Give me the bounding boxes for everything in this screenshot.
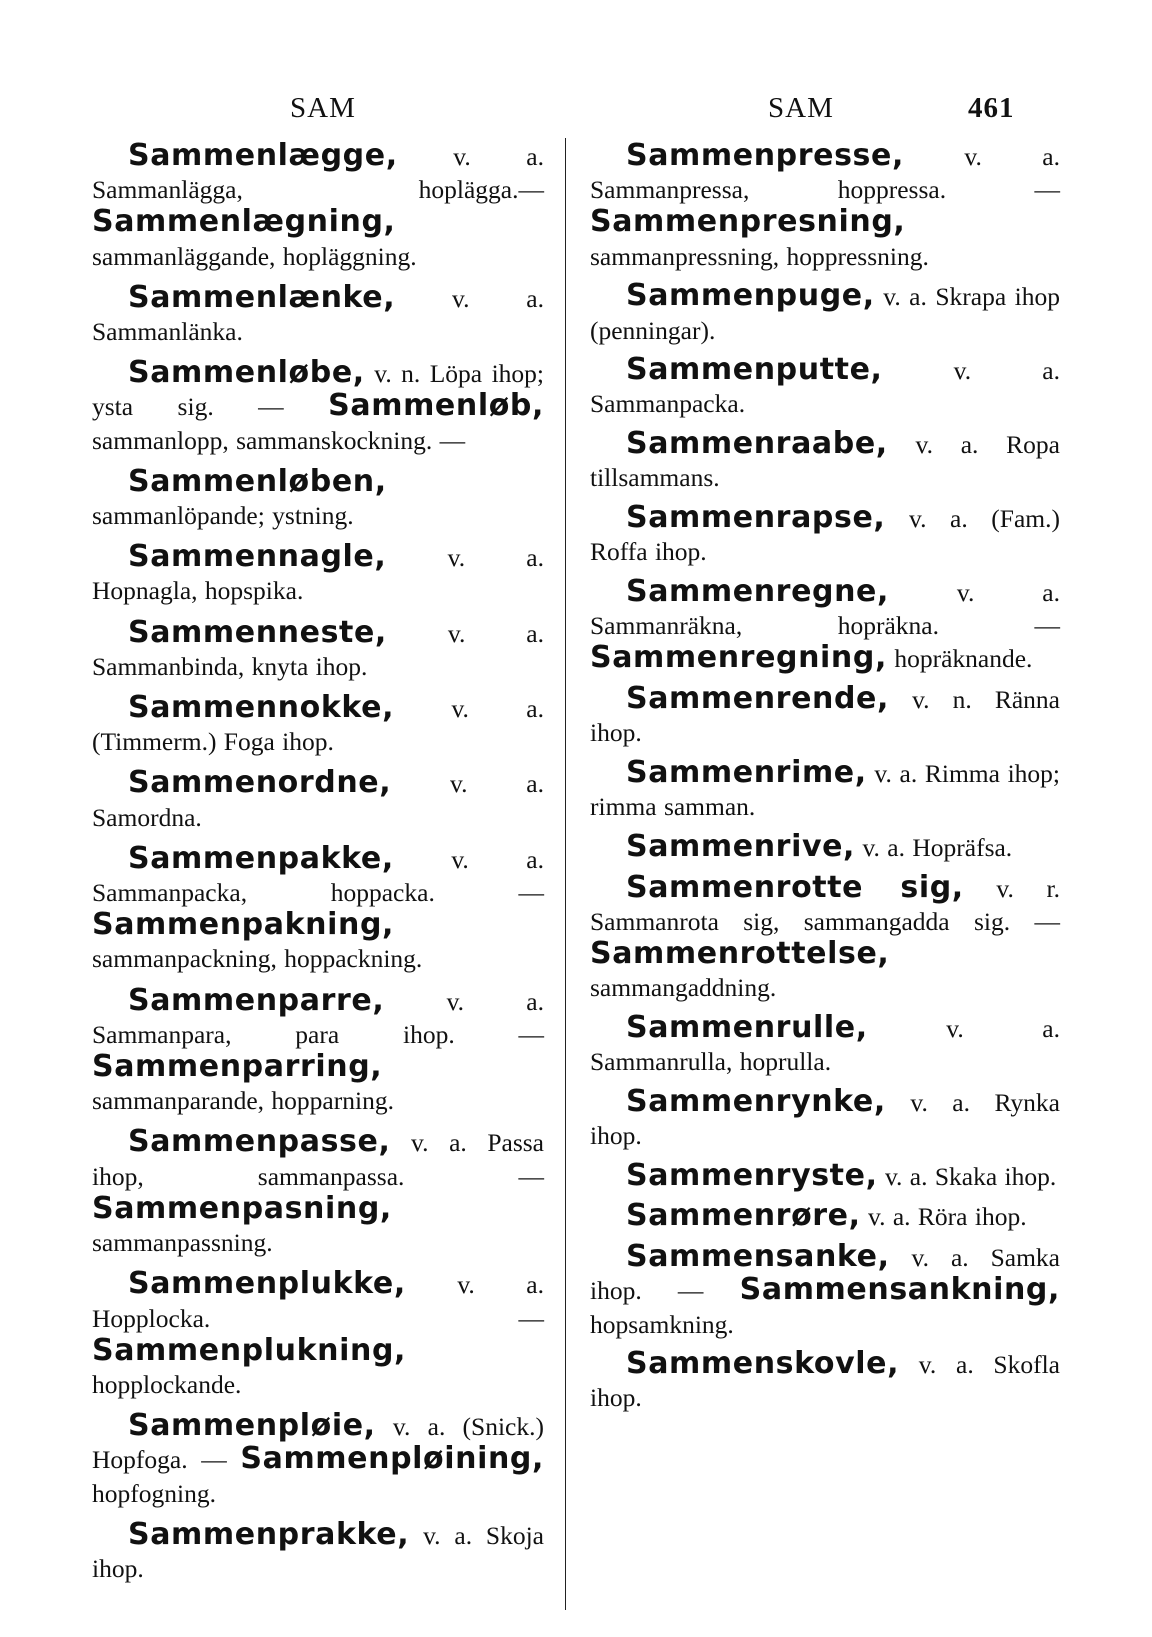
dictionary-entry (590, 1348, 1060, 1414)
dictionary-entry (590, 428, 1060, 494)
dictionary-entry (590, 869, 1060, 1005)
definition: v. a. Samordna. (92, 769, 544, 832)
running-head-center: SAM (768, 92, 834, 124)
dictionary-entry (92, 140, 544, 273)
sub-headword: Sammenlægning, (92, 204, 396, 240)
dictionary-entry (590, 140, 1060, 273)
dictionary-entry (92, 982, 544, 1118)
definition: v. a. Sammanrulla, hoprulla. (590, 1013, 1060, 1077)
page-number: 461 (968, 92, 1015, 124)
dictionary-entry (590, 502, 1060, 568)
dictionary-entry (92, 541, 544, 607)
definition: v. n. Ränna ihop. (590, 685, 1060, 748)
sub-headword: Sammensankning, (739, 1272, 1060, 1308)
dictionary-entry (590, 754, 1060, 823)
definition: v. a. Röra ihop. (860, 1202, 1027, 1232)
definition: v. a. Passa ihop, sammanpassa. — (92, 1128, 544, 1191)
definition: v. a. (Fam.) Roffa ihop. (590, 504, 1060, 567)
sub-headword: Sammenløb, (328, 388, 544, 424)
headword: Sammenpuge, (626, 278, 875, 314)
headword: Sammenputte, (626, 352, 883, 388)
sub-definition: sammangaddning. (590, 973, 777, 1003)
headword: Sammenrøre, (626, 1198, 861, 1234)
headword: Sammenpresse, (626, 138, 904, 173)
sub-headword: Sammenparring, (92, 1049, 383, 1085)
definition: v. r. Sammanrota sig, sammangadda sig. — (590, 873, 1060, 936)
sub-headword: Sammenpresning, (590, 204, 906, 240)
sub-headword: Sammenpløining, (240, 1441, 544, 1477)
headword: Sammenrynke, (626, 1083, 886, 1119)
headword: Sammenprakke, (128, 1516, 410, 1552)
dictionary-entry (92, 1516, 544, 1585)
dictionary-entry (590, 573, 1060, 676)
headword: Sammenpasse, (128, 1124, 391, 1160)
dictionary-entry (590, 354, 1060, 420)
definition: v. a. Skoja ihop. (92, 1520, 544, 1583)
right-column (590, 140, 1060, 1422)
dictionary-entry (92, 1410, 544, 1510)
headword: Sammenryste, (626, 1157, 878, 1193)
running-head-left: SAM (290, 92, 356, 124)
sub-definition: sammanparande, hopparning. (92, 1086, 394, 1116)
dictionary-entry (92, 357, 544, 457)
sub-definition: hopräknande. (886, 644, 1033, 674)
headword: Sammenraabe, (626, 426, 888, 462)
dictionary-entry (590, 1241, 1060, 1341)
headword: Sammenrende, (626, 681, 889, 717)
headword: Sammenrime, (626, 754, 867, 790)
definition: v. n. Löpa ihop; ysta sig. — (92, 359, 544, 422)
definition: v. a. Sammanbinda, knyta ihop. (92, 618, 544, 681)
sub-headword: Sammenregning, (590, 640, 887, 676)
sub-definition: sammanpackning, hoppackning. (92, 944, 423, 974)
sub-definition: hopsamkning. (590, 1309, 734, 1339)
definition: v. a. Hopnagla, hopspika. (92, 543, 544, 606)
definition: v. a. Skaka ihop. (877, 1161, 1057, 1191)
definition: v. a. Sammanräkna, hopräkna. — (590, 577, 1060, 641)
headword: Sammenpløie, (128, 1408, 376, 1444)
dictionary-entry (92, 463, 544, 532)
definition: v. a. Sammanlänka. (92, 283, 544, 347)
headword: Sammenløbe, (128, 355, 365, 391)
sub-headword: Sammenplukning, (92, 1332, 407, 1368)
definition: v. a. Sammanpara, para ihop. — (92, 986, 544, 1049)
sub-definition: sammanlopp, sammanskockning. — (92, 425, 466, 455)
dictionary-entry (590, 280, 1060, 346)
headword: Sammennokke, (128, 690, 395, 726)
headword: Sammenrotte sig, (626, 869, 964, 905)
dictionary-entry (590, 828, 1060, 864)
left-column (92, 140, 544, 1594)
dictionary-entry (92, 767, 544, 833)
headword: Sammenlænke, (128, 279, 396, 315)
definition: v. a. (Snick.) Hopfoga. — (92, 1412, 544, 1475)
definition: sammanlöpande; ystning. (92, 501, 354, 531)
headword: Sammenrapse, (626, 500, 886, 536)
definition: v. a. Skrapa ihop (penningar). (590, 282, 1060, 345)
headword: Sammenrive, (626, 828, 856, 864)
sub-definition: hopplockande. (92, 1369, 242, 1399)
sub-headword: Sammenrottelse, (590, 935, 890, 971)
dictionary-entry (92, 614, 544, 683)
headword: Sammenregne, (626, 573, 889, 609)
dictionary-entry (590, 1009, 1060, 1078)
headword: Sammenlægge, (128, 138, 398, 173)
definition: v. a. Sammanpacka. (590, 356, 1060, 419)
headword: Sammenparre, (128, 982, 385, 1018)
sub-headword: Sammenpasning, (92, 1190, 392, 1226)
headword: Sammenplukke, (128, 1266, 406, 1302)
dictionary-entry (590, 1083, 1060, 1152)
definition: v. a. Sammanlägga, hoplägga.— (92, 142, 544, 205)
headword: Sammenordne, (128, 765, 392, 801)
definition: v. a. (Timmerm.) Foga ihop. (92, 694, 544, 757)
dictionary-entry (590, 683, 1060, 749)
headword: Sammennagle, (128, 539, 387, 575)
sub-headword: Sammenpakning, (92, 907, 395, 943)
dictionary-entry (590, 1200, 1060, 1233)
dictionary-entry (590, 1157, 1060, 1193)
headword: Sammenpakke, (128, 840, 394, 876)
headword: Sammenskovle, (626, 1346, 900, 1382)
sub-definition: hopfogning. (92, 1478, 216, 1508)
definition: v. a. Sammanpressa, hoppressa. — (590, 142, 1060, 205)
definition: v. a. Rynka ihop. (590, 1087, 1060, 1150)
headword: Sammenrulle, (626, 1009, 868, 1045)
sub-definition: sammanpassning. (92, 1228, 273, 1258)
definition: v. a. Ropa tillsammans. (590, 430, 1060, 493)
headword: Sammenneste, (128, 614, 387, 650)
dictionary-entry (92, 279, 544, 348)
dictionary-entry (92, 1126, 544, 1259)
dictionary-entry (92, 1268, 544, 1401)
column-divider (565, 138, 566, 1610)
definition: v. a. Rimma ihop; rimma samman. (590, 758, 1060, 822)
definition: v. a. Sammanpacka, hoppacka. — (92, 844, 544, 908)
sub-definition: sammanpressning, hoppressning. (590, 241, 929, 271)
definition: v. a. Skofla ihop. (590, 1350, 1060, 1413)
sub-definition: sammanläggande, hopläggning. (92, 241, 417, 271)
definition: v. a. Hopplocka. — (92, 1270, 544, 1333)
dictionary-entry (92, 840, 544, 976)
definition: v. a. Hopräfsa. (855, 832, 1013, 862)
dictionary-entry (92, 692, 544, 758)
headword: Sammenløben, (128, 463, 387, 499)
definition: v. a. Samka ihop. — (590, 1243, 1060, 1306)
headword: Sammensanke, (626, 1239, 890, 1275)
